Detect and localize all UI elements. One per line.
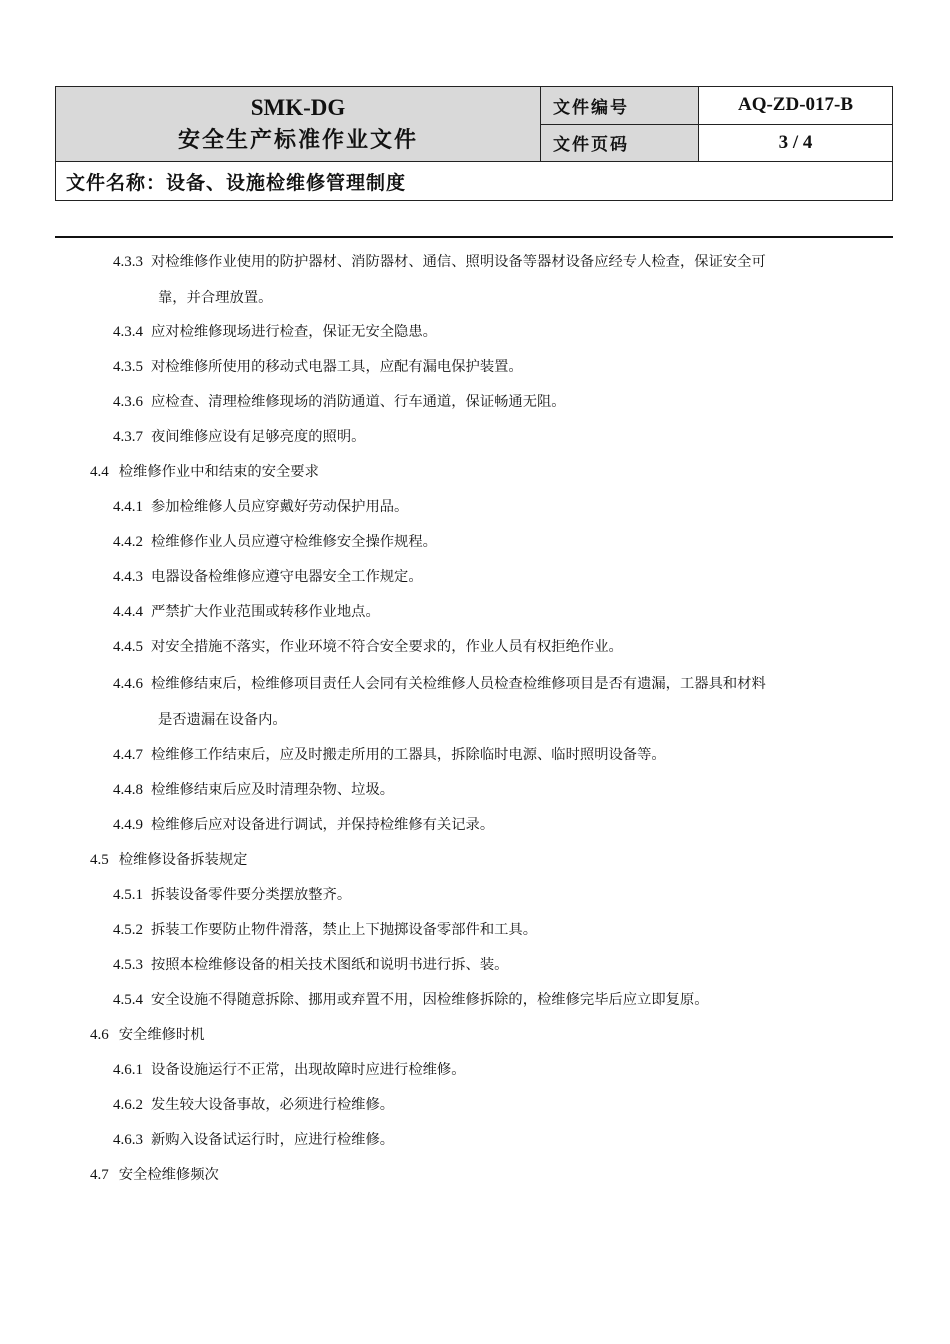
item-4-6-3 — [113, 1130, 394, 1150]
item-text: 发生较大设备事故，必须进行检维修。 — [151, 1097, 395, 1113]
section-number: 4.4 — [90, 464, 109, 480]
section-title: 安全维修时机 — [118, 1027, 205, 1043]
item-4-4-6-continued — [158, 710, 287, 730]
document-type-title: 安全生产标准作业文件 — [177, 127, 418, 153]
section-4-7 — [90, 1165, 219, 1185]
item-4-3-7 — [113, 427, 365, 447]
item-text: 检维修工作结束后，应及时搬走所用的工器具，拆除临时电源、临时照明设备等。 — [151, 747, 666, 763]
item-number: 4.3.7 — [113, 429, 143, 445]
item-text: 检维修后应对设备进行调试，并保持检维修有关记录。 — [151, 817, 495, 833]
item-text: 检维修结束后应及时清理杂物、垃圾。 — [151, 782, 395, 798]
section-number: 4.5 — [90, 852, 109, 868]
item-number: 4.4.8 — [113, 782, 143, 798]
item-text: 新购入设备试运行时，应进行检维修。 — [151, 1132, 395, 1148]
section-number: 4.6 — [90, 1027, 109, 1043]
item-number: 4.4.3 — [113, 569, 143, 585]
item-number: 4.5.2 — [113, 922, 143, 938]
item-number: 4.3.5 — [113, 359, 143, 375]
page-label: 文件页码 — [541, 124, 699, 162]
company-code: SMK-DG — [250, 95, 346, 120]
item-number: 4.6.1 — [113, 1062, 143, 1078]
item-text: 检维修结束后，检维修项目责任人会同有关检维修人员检查检维修项目是否有遗漏，工器具和材料 — [151, 676, 766, 692]
item-text: 电器设备检维修应遵守电器安全工作规定。 — [151, 569, 423, 585]
item-number: 4.4.4 — [113, 604, 143, 620]
doc-number-value: AQ-ZD-017-B — [699, 87, 893, 125]
item-text: 检维修作业人员应遵守检维修安全操作规程。 — [151, 534, 437, 550]
item-4-6-2 — [113, 1095, 394, 1115]
item-number: 4.3.6 — [113, 394, 143, 410]
item-text: 夜间维修应设有足够亮度的照明。 — [151, 429, 366, 445]
section-4-4 — [90, 462, 319, 482]
item-4-4-7 — [113, 745, 666, 765]
item-text: 拆装设备零件要分类摆放整齐。 — [151, 887, 352, 903]
item-4-6-1 — [113, 1060, 466, 1080]
item-4-5-2 — [113, 920, 537, 940]
section-title: 检维修作业中和结束的安全要求 — [118, 464, 319, 480]
section-title: 检维修设备拆装规定 — [118, 852, 248, 868]
item-number: 4.6.3 — [113, 1132, 143, 1148]
item-number: 4.5.3 — [113, 957, 143, 973]
item-4-4-5 — [113, 637, 623, 657]
item-4-5-3 — [113, 955, 508, 975]
item-4-5-4 — [113, 990, 709, 1010]
item-4-4-1 — [113, 497, 408, 517]
doc-number-label: 文件编号 — [541, 87, 699, 125]
item-text: 靠，并合理放置。 — [158, 290, 273, 306]
item-text: 参加检维修人员应穿戴好劳动保护用品。 — [151, 499, 409, 515]
item-text: 拆装工作要防止物件滑落，禁止上下抛掷设备零部件和工具。 — [151, 922, 538, 938]
item-text: 对检维修所使用的移动式电器工具，应配有漏电保护装置。 — [151, 359, 523, 375]
section-4-6 — [90, 1025, 205, 1045]
section-4-5 — [90, 850, 247, 870]
item-4-4-8 — [113, 780, 394, 800]
item-4-3-5 — [113, 357, 523, 377]
item-number: 4.4.9 — [113, 817, 143, 833]
item-number: 4.4.1 — [113, 499, 143, 515]
item-text: 对安全措施不落实，作业环境不符合安全要求的，作业人员有权拒绝作业。 — [151, 639, 623, 655]
section-number: 4.7 — [90, 1167, 109, 1183]
header-divider — [55, 236, 893, 238]
document-title-cell — [56, 87, 541, 162]
item-4-4-2 — [113, 532, 437, 552]
item-number: 4.3.3 — [113, 254, 143, 270]
item-text: 应检查、清理检维修现场的消防通道、行车通道，保证畅通无阻。 — [151, 394, 566, 410]
item-4-4-6 — [113, 674, 766, 694]
section-title: 安全检维修频次 — [118, 1167, 219, 1183]
item-4-3-4 — [113, 322, 437, 342]
item-number: 4.6.2 — [113, 1097, 143, 1113]
item-4-3-3 — [113, 252, 766, 272]
item-number: 4.5.1 — [113, 887, 143, 903]
item-4-4-9 — [113, 815, 494, 835]
item-number: 4.5.4 — [113, 992, 143, 1008]
item-number: 4.4.6 — [113, 676, 143, 692]
item-number: 4.4.5 — [113, 639, 143, 655]
item-4-3-6 — [113, 392, 566, 412]
item-number: 4.4.2 — [113, 534, 143, 550]
item-text: 应对检维修现场进行检查，保证无安全隐患。 — [151, 324, 437, 340]
item-number: 4.4.7 — [113, 747, 143, 763]
item-4-5-1 — [113, 885, 351, 905]
item-4-4-4 — [113, 602, 380, 622]
item-text: 严禁扩大作业范围或转移作业地点。 — [151, 604, 380, 620]
document-header-table — [55, 86, 893, 201]
item-text: 设备设施运行不正常，出现故障时应进行检维修。 — [151, 1062, 466, 1078]
page-number-value: 3 / 4 — [699, 124, 893, 162]
document-name: 文件名称：设备、设施检维修管理制度 — [56, 162, 893, 201]
item-4-3-3-continued — [158, 288, 272, 308]
item-4-4-3 — [113, 567, 423, 587]
item-text: 安全设施不得随意拆除、挪用或弃置不用，因检维修拆除的，检维修完毕后应立即复原。 — [151, 992, 709, 1008]
item-text: 是否遗漏在设备内。 — [158, 712, 287, 728]
item-text: 按照本检维修设备的相关技术图纸和说明书进行拆、装。 — [151, 957, 509, 973]
item-number: 4.3.4 — [113, 324, 143, 340]
item-text: 对检维修作业使用的防护器材、消防器材、通信、照明设备等器材设备应经专人检查，保证安全可 — [151, 254, 766, 270]
